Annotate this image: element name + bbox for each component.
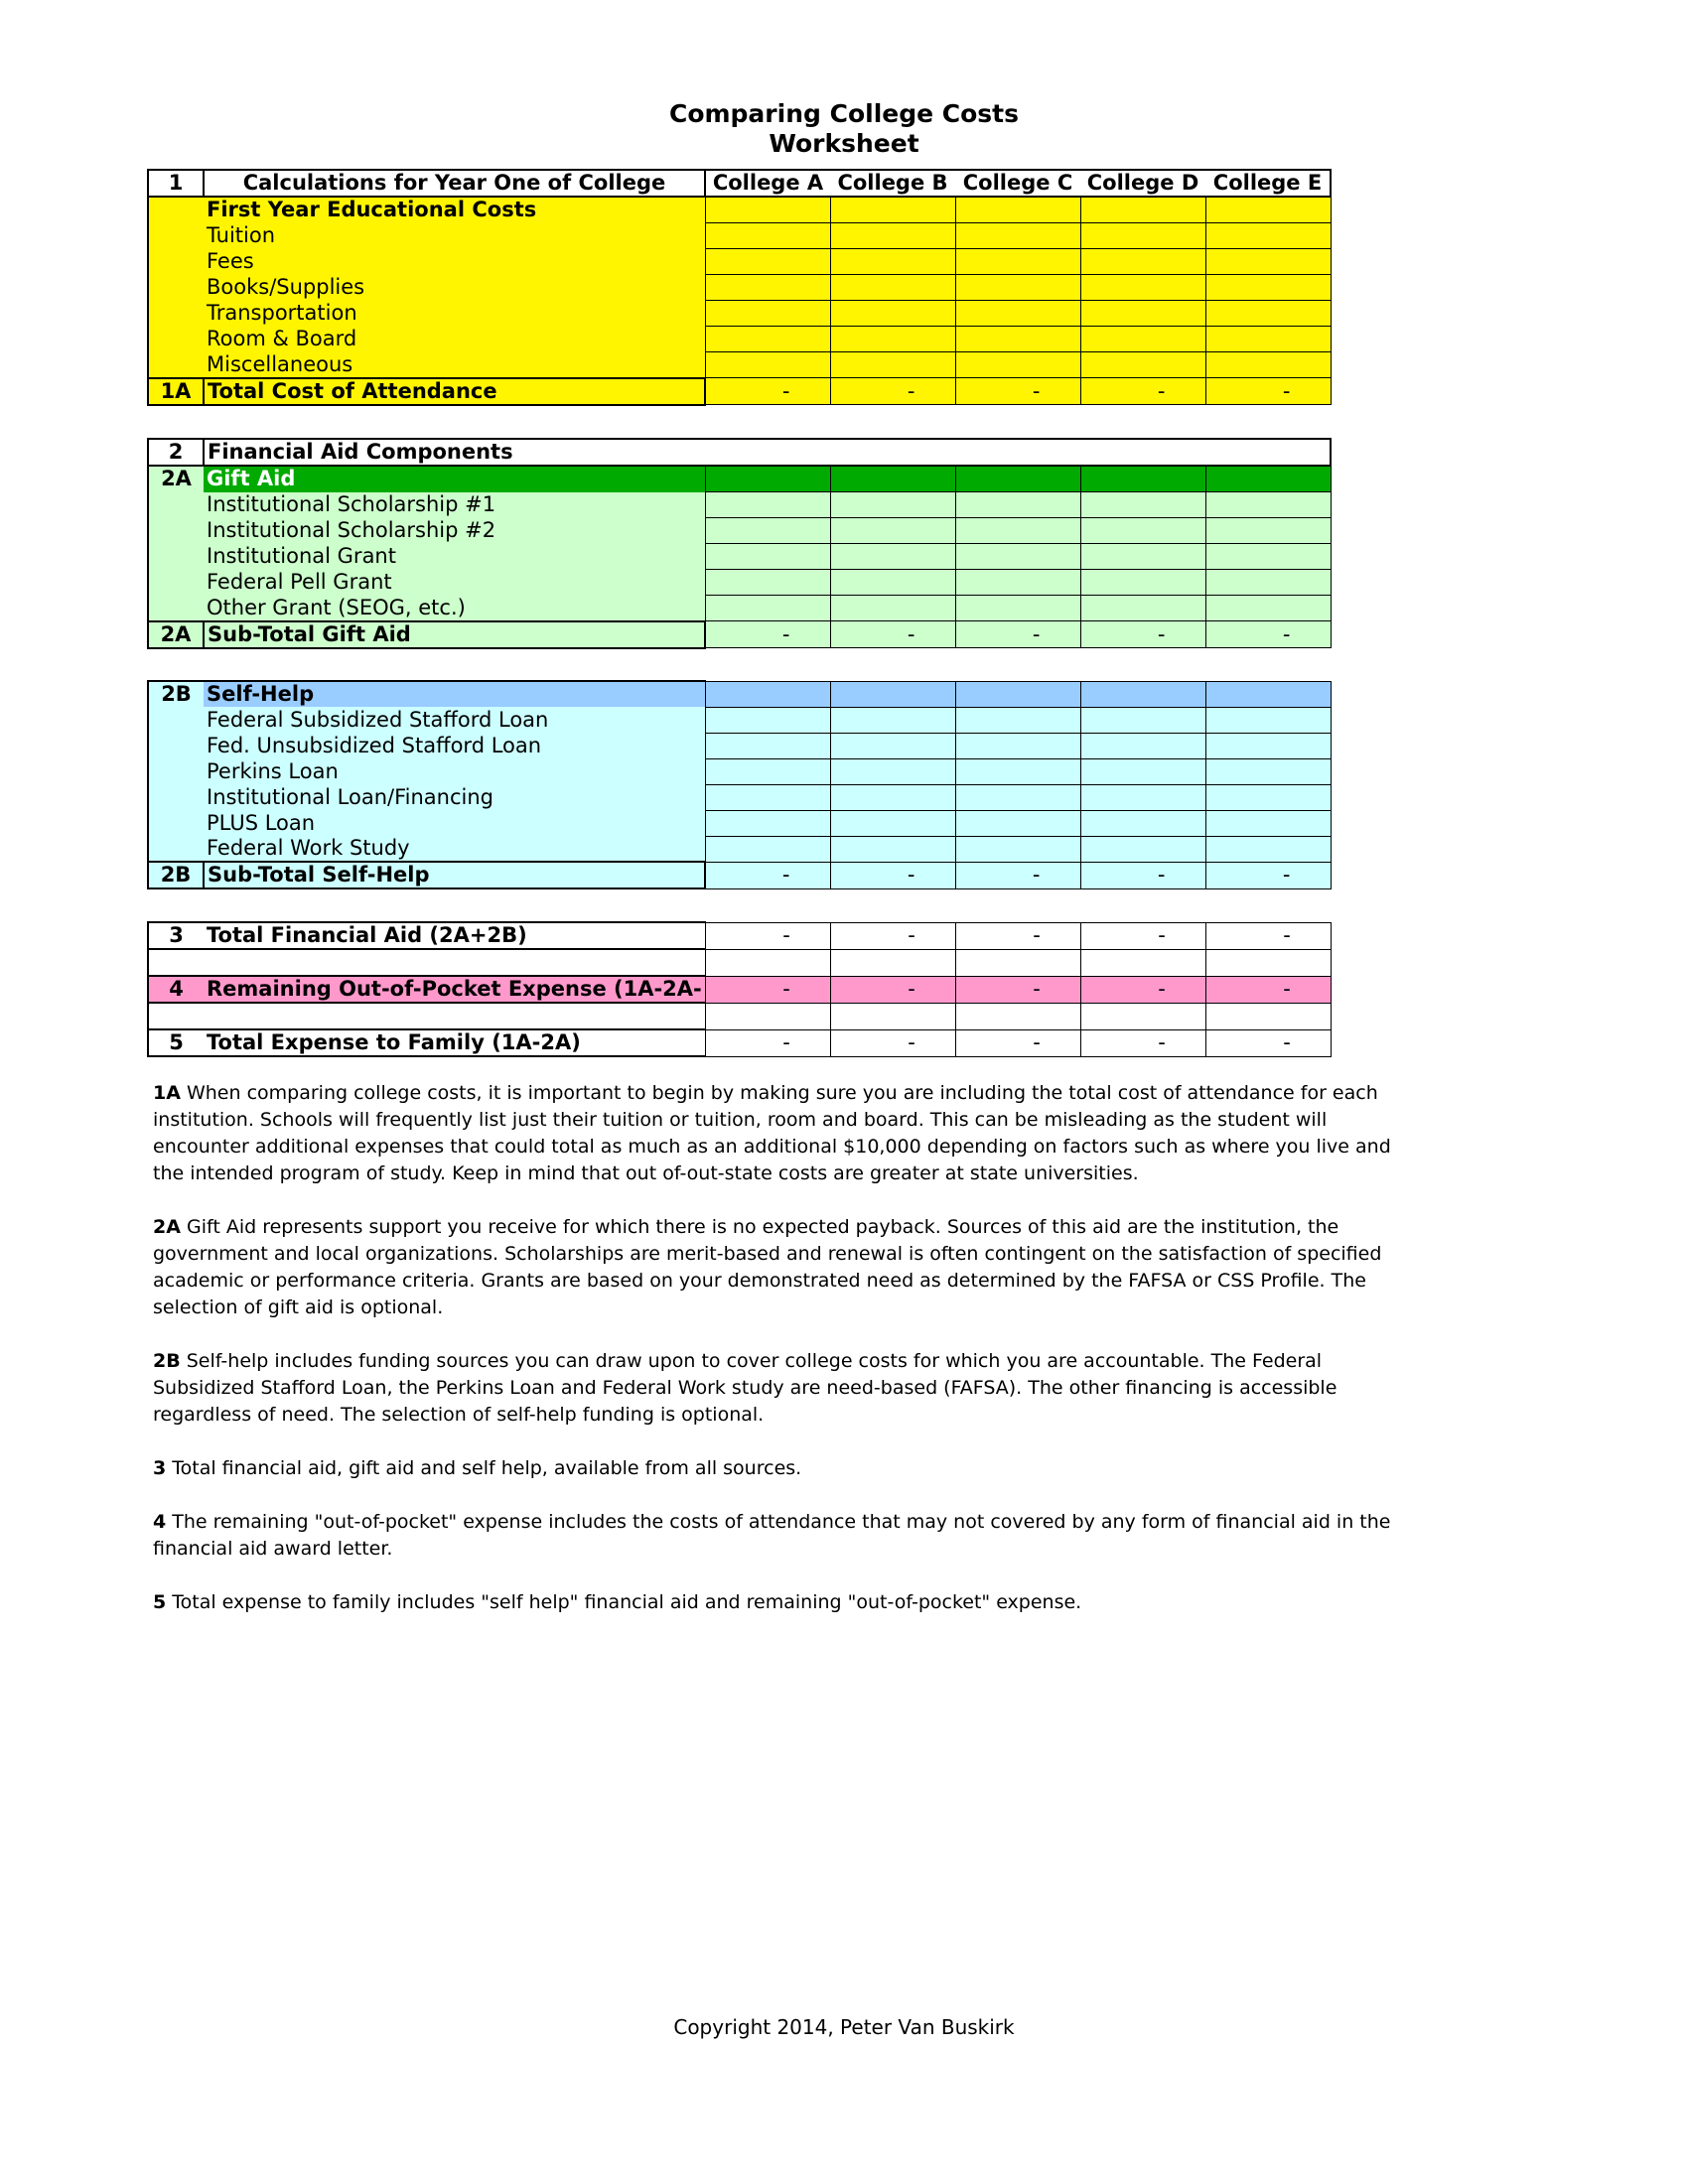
total-value-cell: -	[705, 621, 830, 648]
row-number-blank	[148, 197, 204, 223]
input-cell[interactable]	[705, 596, 830, 621]
input-cell[interactable]	[705, 327, 830, 352]
total-value-cell: -	[705, 1029, 830, 1056]
input-cell[interactable]	[830, 301, 955, 327]
total-value-cell: -	[1205, 862, 1331, 888]
section-heading: First Year Educational Costs	[204, 197, 705, 223]
input-cell[interactable]	[1205, 758, 1331, 784]
input-cell[interactable]	[1080, 681, 1205, 707]
total-value-cell: -	[955, 378, 1080, 405]
gift-aid-row	[148, 570, 1331, 596]
input-cell[interactable]	[1205, 223, 1331, 249]
input-cell[interactable]	[955, 758, 1080, 784]
input-cell[interactable]	[955, 949, 1080, 976]
input-cell[interactable]	[1080, 352, 1205, 378]
input-cell[interactable]	[1205, 327, 1331, 352]
self-help-row	[148, 810, 1331, 836]
input-cell[interactable]	[830, 810, 955, 836]
self-help-item-label: Institutional Loan/Financing	[204, 784, 705, 810]
input-cell[interactable]	[705, 707, 830, 733]
gift-aid-item-label: Institutional Scholarship #1	[204, 492, 705, 518]
cost-row	[148, 352, 1331, 378]
input-cell[interactable]	[955, 733, 1080, 758]
totals-table	[147, 921, 1332, 1057]
input-cell[interactable]	[830, 275, 955, 301]
total-value-cell: -	[830, 922, 955, 949]
input-cell[interactable]	[1205, 707, 1331, 733]
input-cell[interactable]	[830, 1003, 955, 1029]
row-number-blank	[148, 352, 204, 378]
input-cell[interactable]	[830, 518, 955, 544]
input-cell[interactable]	[830, 784, 955, 810]
row-number-blank	[148, 810, 204, 836]
total-value-cell: -	[830, 976, 955, 1003]
note-text: Gift Aid represents support you receive for which there is no expected payback. Sources of this aid are the institution, the government and local organizations. Scholarships are merit-based and renewal is often contingent on the satisfaction of specified academic or performance criteria. Grants are based on your demonstrated need as determined by the FAFSA or CSS Profile. The selection of gift aid is optional.	[153, 1216, 1382, 1318]
subtotal-row	[148, 862, 1331, 888]
input-cell[interactable]	[1205, 570, 1331, 596]
total-value-cell: -	[955, 922, 1080, 949]
cost-item-label: Tuition	[204, 223, 705, 249]
input-cell[interactable]	[955, 249, 1080, 275]
input-cell[interactable]	[830, 249, 955, 275]
row-number: 2B	[148, 681, 204, 707]
input-cell[interactable]	[705, 681, 830, 707]
row-number: 4	[148, 976, 204, 1003]
input-cell[interactable]	[705, 1003, 830, 1029]
input-cell[interactable]	[1080, 544, 1205, 570]
input-cell[interactable]	[1080, 784, 1205, 810]
input-cell[interactable]	[1205, 275, 1331, 301]
input-cell[interactable]	[1080, 197, 1205, 223]
total-value-cell: -	[1080, 378, 1205, 405]
input-cell[interactable]	[705, 518, 830, 544]
total-value-cell: -	[1080, 922, 1205, 949]
input-cell[interactable]	[830, 327, 955, 352]
input-cell[interactable]	[705, 275, 830, 301]
input-cell[interactable]	[705, 836, 830, 862]
remaining-out-of-pocket-row	[148, 976, 1331, 1003]
page-subtitle: Worksheet	[769, 129, 919, 158]
input-cell[interactable]	[1080, 733, 1205, 758]
total-value-cell: -	[830, 1029, 955, 1056]
self-help-row	[148, 707, 1331, 733]
total-value-cell: -	[955, 1029, 1080, 1056]
input-cell[interactable]	[1205, 544, 1331, 570]
input-cell[interactable]	[955, 197, 1080, 223]
note-key: 3	[153, 1457, 167, 1479]
column-header-label: Calculations for Year One of College	[204, 170, 705, 197]
college-column-header: College B	[830, 170, 955, 197]
cost-item-label: Miscellaneous	[204, 352, 705, 378]
row-number: 2A	[148, 466, 204, 492]
input-cell[interactable]	[1205, 836, 1331, 862]
spacer-row	[148, 949, 1331, 976]
notes-section	[153, 1080, 1394, 1643]
row-number-blank	[148, 836, 204, 862]
input-cell[interactable]	[1205, 784, 1331, 810]
input-cell[interactable]	[955, 544, 1080, 570]
note-paragraph	[153, 1509, 1394, 1563]
cost-row	[148, 275, 1331, 301]
self-help-item-label: Federal Work Study	[204, 836, 705, 862]
row-number: 2	[148, 439, 204, 466]
total-value-cell: -	[1205, 976, 1331, 1003]
row-number-blank	[148, 249, 204, 275]
gift-aid-item-label: Institutional Scholarship #2	[204, 518, 705, 544]
gift-aid-item-label: Institutional Grant	[204, 544, 705, 570]
row-number: 2A	[148, 621, 204, 648]
total-value-cell: -	[830, 621, 955, 648]
row-number: 5	[148, 1029, 204, 1056]
gift-aid-item-label: Federal Pell Grant	[204, 570, 705, 596]
total-label: Total Cost of Attendance	[204, 378, 705, 405]
college-column-header: College A	[705, 170, 830, 197]
row-number: 2B	[148, 862, 204, 888]
note-key: 5	[153, 1591, 167, 1613]
input-cell[interactable]	[705, 197, 830, 223]
row-number-blank	[148, 275, 204, 301]
input-cell[interactable]	[955, 301, 1080, 327]
total-value-cell: -	[1205, 621, 1331, 648]
row-number: 1A	[148, 378, 204, 405]
college-column-header: College D	[1080, 170, 1205, 197]
total-value-cell: -	[1080, 1029, 1205, 1056]
total-expense-to-family-row	[148, 1029, 1331, 1056]
input-cell[interactable]	[1080, 810, 1205, 836]
spacer-row	[148, 1003, 1331, 1029]
row-number-blank	[148, 596, 204, 621]
input-cell[interactable]	[1080, 707, 1205, 733]
input-cell[interactable]	[1080, 570, 1205, 596]
input-cell[interactable]	[1205, 492, 1331, 518]
input-cell[interactable]	[705, 758, 830, 784]
input-cell[interactable]	[705, 544, 830, 570]
input-cell[interactable]	[705, 733, 830, 758]
input-cell[interactable]	[705, 466, 830, 492]
row-number-blank	[148, 544, 204, 570]
total-row	[148, 378, 1331, 405]
row-number-blank	[148, 949, 204, 976]
input-cell[interactable]	[830, 596, 955, 621]
input-cell[interactable]	[1205, 301, 1331, 327]
note-paragraph	[153, 1455, 1394, 1482]
self-help-item-label: Fed. Unsubsidized Stafford Loan	[204, 733, 705, 758]
input-cell[interactable]	[705, 492, 830, 518]
total-financial-aid-row	[148, 922, 1331, 949]
note-paragraph	[153, 1214, 1394, 1321]
gift-aid-heading: Gift Aid	[204, 466, 705, 492]
cost-row	[148, 327, 1331, 352]
header-row	[148, 170, 1331, 197]
input-cell[interactable]	[830, 352, 955, 378]
input-cell[interactable]	[1080, 275, 1205, 301]
total-value-cell: -	[955, 862, 1080, 888]
total-value-cell: -	[1205, 922, 1331, 949]
input-cell[interactable]	[955, 810, 1080, 836]
total-value-cell: -	[955, 621, 1080, 648]
input-cell[interactable]	[1080, 949, 1205, 976]
cost-row	[148, 223, 1331, 249]
note-paragraph	[153, 1348, 1394, 1429]
input-cell[interactable]	[830, 836, 955, 862]
input-cell[interactable]	[1080, 249, 1205, 275]
college-column-header: College C	[955, 170, 1080, 197]
gift-aid-row	[148, 518, 1331, 544]
gift-aid-row	[148, 544, 1331, 570]
input-cell[interactable]	[1205, 810, 1331, 836]
spacer-label	[204, 1003, 705, 1029]
row-number-blank	[148, 707, 204, 733]
note-text: The remaining "out-of-pocket" expense includes the costs of attendance that may not covered by any form of financial aid in the financial aid award letter.	[153, 1511, 1391, 1560]
total-value-cell: -	[955, 976, 1080, 1003]
input-cell[interactable]	[705, 570, 830, 596]
self-help-row	[148, 733, 1331, 758]
input-cell[interactable]	[955, 681, 1080, 707]
total-value-cell: -	[1205, 378, 1331, 405]
row-number-blank	[148, 758, 204, 784]
input-cell[interactable]	[705, 810, 830, 836]
input-cell[interactable]	[955, 596, 1080, 621]
self-help-row	[148, 784, 1331, 810]
row-number-blank	[148, 733, 204, 758]
note-paragraph	[153, 1080, 1394, 1187]
gift-aid-heading-row	[148, 466, 1331, 492]
input-cell[interactable]	[705, 223, 830, 249]
note-text: Total expense to family includes "self help" financial aid and remaining "out-of-pocket" expense.	[166, 1591, 1082, 1613]
input-cell[interactable]	[1080, 1003, 1205, 1029]
input-cell[interactable]	[955, 327, 1080, 352]
self-help-item-label: Perkins Loan	[204, 758, 705, 784]
self-help-item-label: PLUS Loan	[204, 810, 705, 836]
row-number-blank	[148, 570, 204, 596]
cost-row	[148, 249, 1331, 275]
input-cell[interactable]	[1080, 223, 1205, 249]
self-help-heading-row	[148, 681, 1331, 707]
input-cell[interactable]	[1205, 197, 1331, 223]
cost-item-label: Books/Supplies	[204, 275, 705, 301]
input-cell[interactable]	[830, 949, 955, 976]
input-cell[interactable]	[1080, 836, 1205, 862]
input-cell[interactable]	[955, 570, 1080, 596]
input-cell[interactable]	[1080, 301, 1205, 327]
cost-item-label: Room & Board	[204, 327, 705, 352]
gift-aid-row	[148, 492, 1331, 518]
gift-aid-row	[148, 596, 1331, 621]
cost-row	[148, 301, 1331, 327]
note-text: Self-help includes funding sources you can draw upon to cover college costs for which you are accountable. The Federal Subsidized Stafford Loan, the Perkins Loan and Federal Work study are need-based (FAFSA). The other financing is accessible regardless of need. The selection of self-help funding is optional.	[153, 1350, 1337, 1426]
input-cell[interactable]	[830, 733, 955, 758]
input-cell[interactable]	[830, 570, 955, 596]
input-cell[interactable]	[1205, 949, 1331, 976]
total-value-cell: -	[1080, 862, 1205, 888]
copyright: Copyright 2014, Peter Van Buskirk	[673, 2015, 1015, 2039]
note-text: Total financial aid, gift aid and self help, available from all sources.	[166, 1457, 802, 1479]
spacer-label	[204, 949, 705, 976]
subtotal-label: Sub-Total Gift Aid	[204, 621, 705, 648]
input-cell[interactable]	[1205, 466, 1331, 492]
input-cell[interactable]	[1080, 492, 1205, 518]
total-financial-aid-label: Total Financial Aid (2A+2B)	[204, 922, 705, 949]
self-help-table	[147, 680, 1332, 889]
remaining-out-of-pocket-label: Remaining Out-of-Pocket Expense (1A-2A-	[204, 976, 705, 1003]
total-value-cell: -	[705, 976, 830, 1003]
input-cell[interactable]	[1205, 249, 1331, 275]
input-cell[interactable]	[705, 949, 830, 976]
input-cell[interactable]	[1080, 466, 1205, 492]
total-value-cell: -	[1205, 1029, 1331, 1056]
section-heading: Financial Aid Components	[204, 439, 1331, 466]
input-cell[interactable]	[705, 784, 830, 810]
row-number: 3	[148, 922, 204, 949]
input-cell[interactable]	[1205, 352, 1331, 378]
total-value-cell: -	[1080, 621, 1205, 648]
input-cell[interactable]	[1205, 1003, 1331, 1029]
input-cell[interactable]	[955, 223, 1080, 249]
input-cell[interactable]	[830, 466, 955, 492]
page-title: Comparing College Costs	[668, 99, 1020, 128]
section-heading-row	[148, 197, 1331, 223]
row-number-blank	[148, 301, 204, 327]
input-cell[interactable]	[1080, 327, 1205, 352]
input-cell[interactable]	[830, 707, 955, 733]
input-cell[interactable]	[830, 758, 955, 784]
input-cell[interactable]	[955, 836, 1080, 862]
input-cell[interactable]	[1080, 518, 1205, 544]
input-cell[interactable]	[705, 249, 830, 275]
input-cell[interactable]	[955, 518, 1080, 544]
gift-aid-item-label: Other Grant (SEOG, etc.)	[204, 596, 705, 621]
gift-aid-table	[147, 438, 1332, 649]
note-key: 1A	[153, 1082, 181, 1104]
input-cell[interactable]	[955, 275, 1080, 301]
input-cell[interactable]	[1205, 596, 1331, 621]
input-cell[interactable]	[830, 197, 955, 223]
self-help-heading: Self-Help	[204, 681, 705, 707]
input-cell[interactable]	[1080, 758, 1205, 784]
row-number-blank	[148, 492, 204, 518]
cost-item-label: Fees	[204, 249, 705, 275]
total-value-cell: -	[830, 862, 955, 888]
note-text: When comparing college costs, it is important to begin by making sure you are including the total cost of attendance for each institution. Schools will frequently list just their tuition or tuition, room and board. This can be misleading as the student will encounter additional expenses that could total as much as an additional $10,000 depending on factors such as where you live and the intended program of study. Keep in mind that out of-out-state costs are greater at state universities.	[153, 1082, 1391, 1184]
self-help-row	[148, 758, 1331, 784]
input-cell[interactable]	[830, 223, 955, 249]
note-key: 2B	[153, 1350, 181, 1372]
total-value-cell: -	[705, 922, 830, 949]
input-cell[interactable]	[1205, 518, 1331, 544]
subtotal-row	[148, 621, 1331, 648]
total-value-cell: -	[705, 862, 830, 888]
total-value-cell: -	[705, 378, 830, 405]
input-cell[interactable]	[955, 784, 1080, 810]
section-heading-row	[148, 439, 1331, 466]
note-paragraph	[153, 1589, 1394, 1616]
input-cell[interactable]	[955, 352, 1080, 378]
input-cell[interactable]	[705, 301, 830, 327]
row-number-blank	[148, 223, 204, 249]
input-cell[interactable]	[1080, 596, 1205, 621]
row-number: 1	[148, 170, 204, 197]
input-cell[interactable]	[830, 492, 955, 518]
note-key: 2A	[153, 1216, 181, 1238]
input-cell[interactable]	[1205, 681, 1331, 707]
cost-table	[147, 169, 1332, 406]
row-number-blank	[148, 784, 204, 810]
row-number-blank	[148, 1003, 204, 1029]
input-cell[interactable]	[955, 1003, 1080, 1029]
input-cell[interactable]	[1205, 733, 1331, 758]
note-key: 4	[153, 1511, 167, 1533]
input-cell[interactable]	[955, 707, 1080, 733]
input-cell[interactable]	[955, 492, 1080, 518]
total-value-cell: -	[830, 378, 955, 405]
college-column-header: College E	[1205, 170, 1331, 197]
total-expense-to-family-label: Total Expense to Family (1A-2A)	[204, 1029, 705, 1056]
input-cell[interactable]	[705, 352, 830, 378]
cost-item-label: Transportation	[204, 301, 705, 327]
self-help-item-label: Federal Subsidized Stafford Loan	[204, 707, 705, 733]
input-cell[interactable]	[830, 544, 955, 570]
total-value-cell: -	[1080, 976, 1205, 1003]
row-number-blank	[148, 518, 204, 544]
input-cell[interactable]	[830, 681, 955, 707]
input-cell[interactable]	[955, 466, 1080, 492]
subtotal-label: Sub-Total Self-Help	[204, 862, 705, 888]
row-number-blank	[148, 327, 204, 352]
self-help-row	[148, 836, 1331, 862]
